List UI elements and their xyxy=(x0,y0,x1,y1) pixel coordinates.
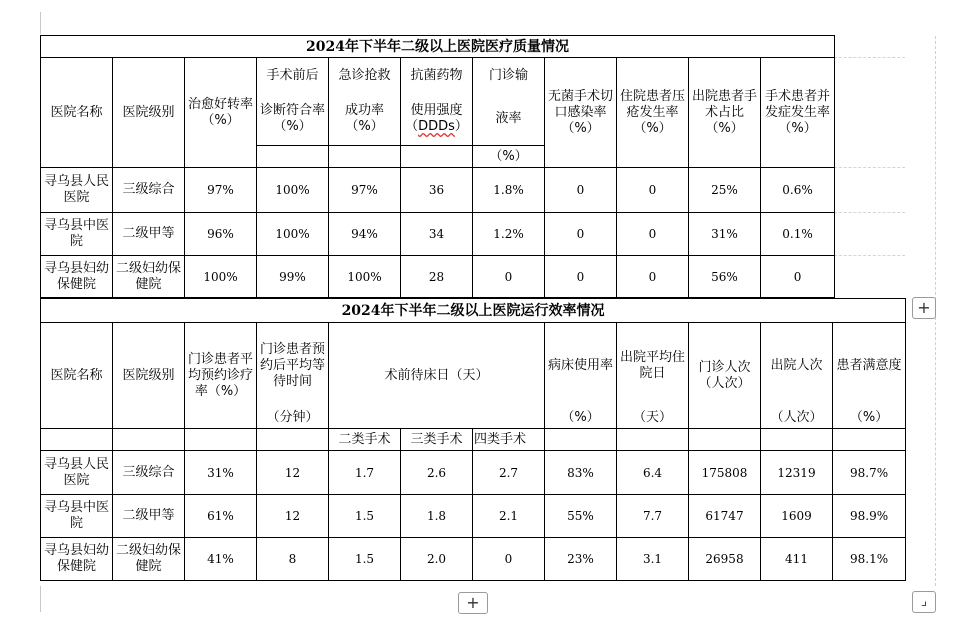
header-pressure-ulcer[interactable] xyxy=(617,58,689,168)
table-row xyxy=(41,538,906,581)
header-hospital-name[interactable]: 医院名称 xyxy=(41,323,113,429)
header-hospital-level[interactable]: 医院级别 xyxy=(113,323,185,429)
gridline xyxy=(834,212,905,213)
empty-cell[interactable] xyxy=(545,429,617,451)
empty-cell[interactable] xyxy=(257,146,329,168)
complication-value[interactable]: 0.6% xyxy=(761,168,835,213)
bed-usage-value[interactable]: 83% xyxy=(545,451,617,495)
outpatient-visits-value[interactable]: 175808 xyxy=(689,451,761,495)
wait-time-value[interactable]: 8 xyxy=(257,538,329,581)
table-resize-handle[interactable]: ⌟ xyxy=(912,591,936,613)
infection-value[interactable]: 0 xyxy=(545,256,617,298)
antibiotic-value[interactable]: 34 xyxy=(401,213,473,256)
class3-bed-days-value[interactable]: 1.8 xyxy=(401,495,473,538)
infection-value[interactable]: 0 xyxy=(545,213,617,256)
gridline xyxy=(834,255,905,256)
discharge-value[interactable]: 1609 xyxy=(761,495,833,538)
empty-cell[interactable] xyxy=(689,429,761,451)
pressure-ulcer-value[interactable]: 0 xyxy=(617,168,689,213)
header-hospital-name[interactable]: 医院名称 xyxy=(41,58,113,168)
header-wait-time-unit[interactable]: （分钟） xyxy=(257,409,329,429)
hospital-name[interactable]: 寻乌县中医院 xyxy=(41,213,113,256)
hospital-name[interactable]: 寻乌县人民医院 xyxy=(41,168,113,213)
header-hospital-level[interactable]: 医院级别 xyxy=(113,58,185,168)
discharge-value[interactable]: 411 xyxy=(761,538,833,581)
table-row xyxy=(41,256,835,298)
header-wait-time[interactable]: 门诊患者预约后平均等待时间 xyxy=(257,323,329,409)
surgery-ratio-value[interactable]: 31% xyxy=(689,213,761,256)
satisfaction-value[interactable]: 98.7% xyxy=(833,451,906,495)
class2-bed-days-value[interactable]: 1.5 xyxy=(329,495,401,538)
header-surgery-diagnosis[interactable]: 手术前后 xyxy=(257,58,329,94)
header-antibiotic-intensity[interactable] xyxy=(401,94,473,146)
header-infection-rate[interactable]: 无菌手术切口感染率（%） xyxy=(545,58,617,168)
surgery-diagnosis-value[interactable]: 100% xyxy=(257,213,329,256)
class4-bed-days-value[interactable]: 2.7 xyxy=(473,451,545,495)
bed-usage-value[interactable]: 55% xyxy=(545,495,617,538)
antibiotic-value[interactable]: 36 xyxy=(401,168,473,213)
appointment-rate-value[interactable]: 31% xyxy=(185,451,257,495)
header-bed-usage[interactable]: 病床使用率 xyxy=(545,323,617,409)
rescue-rate-value[interactable]: 94% xyxy=(329,213,401,256)
efficiency-table-title[interactable]: 2024年下半年二级以上医院运行效率情况 xyxy=(41,299,906,323)
header-avg-stay[interactable]: 出院平均住院日 xyxy=(617,323,689,409)
header-appointment-rate[interactable]: 门诊患者平均预约诊疗率（%） xyxy=(185,323,257,429)
hospital-level[interactable]: 三级综合 xyxy=(113,451,185,495)
hospital-level[interactable]: 二级妇幼保健院 xyxy=(113,256,185,298)
quality-table-title[interactable]: 2024年下半年二级以上医院医疗质量情况 xyxy=(41,36,835,58)
wait-time-value[interactable]: 12 xyxy=(257,495,329,538)
empty-cell[interactable] xyxy=(41,429,113,451)
satisfaction-value[interactable]: 98.1% xyxy=(833,538,906,581)
outpatient-visits-value[interactable]: 26958 xyxy=(689,538,761,581)
paren-close: ） xyxy=(454,119,468,135)
satisfaction-value[interactable]: 98.9% xyxy=(833,495,906,538)
discharge-value[interactable]: 12319 xyxy=(761,451,833,495)
pressure-ulcer-value[interactable]: 0 xyxy=(617,213,689,256)
class2-bed-days-value[interactable]: 1.7 xyxy=(329,451,401,495)
efficiency-table[interactable] xyxy=(40,298,906,581)
hospital-name[interactable]: 寻乌县妇幼保健院 xyxy=(41,256,113,298)
wait-time-value[interactable]: 12 xyxy=(257,451,329,495)
avg-stay-value[interactable]: 6.4 xyxy=(617,451,689,495)
infusion-value[interactable]: 1.8% xyxy=(473,168,545,213)
class3-bed-days-value[interactable]: 2.6 xyxy=(401,451,473,495)
header-rescue[interactable]: 急诊抢救 xyxy=(329,58,401,94)
avg-stay-value[interactable]: 7.7 xyxy=(617,495,689,538)
cure-rate-value[interactable]: 97% xyxy=(185,168,257,213)
quality-table[interactable] xyxy=(40,35,835,298)
page-margin-corner xyxy=(40,586,42,612)
class4-bed-days-value[interactable]: 0 xyxy=(473,538,545,581)
header-avg-stay-unit[interactable]: （天） xyxy=(617,409,689,429)
empty-cell[interactable] xyxy=(185,429,257,451)
empty-cell[interactable] xyxy=(833,429,906,451)
empty-cell[interactable] xyxy=(329,146,401,168)
surgery-ratio-value[interactable]: 25% xyxy=(689,168,761,213)
header-class4-surgery[interactable]: 四类手术 xyxy=(473,429,545,451)
hospital-level[interactable]: 二级甲等 xyxy=(113,495,185,538)
surgery-ratio-value[interactable]: 56% xyxy=(689,256,761,298)
add-column-button[interactable]: + xyxy=(912,297,936,319)
header-outpatient-visits[interactable]: 门诊人次（人次） xyxy=(689,323,761,429)
header-pressure-ulcer-line2: 疮发生率（%） xyxy=(626,104,679,136)
header-complication-rate[interactable]: 手术患者并发症发生率（%） xyxy=(761,58,835,168)
class2-bed-days-value[interactable]: 1.5 xyxy=(329,538,401,581)
cure-rate-value[interactable]: 100% xyxy=(185,256,257,298)
header-antibiotic[interactable]: 抗菌药物 xyxy=(401,58,473,94)
rescue-rate-value[interactable]: 97% xyxy=(329,168,401,213)
table-row xyxy=(41,451,906,495)
header-bed-usage-unit[interactable]: （%） xyxy=(545,409,617,429)
avg-stay-value[interactable]: 3.1 xyxy=(617,538,689,581)
outpatient-visits-value[interactable]: 61747 xyxy=(689,495,761,538)
empty-cell[interactable] xyxy=(401,146,473,168)
header-infusion-rate[interactable]: 液率 xyxy=(473,94,545,146)
header-discharge-unit[interactable]: （人次） xyxy=(761,409,833,429)
pressure-ulcer-value[interactable]: 0 xyxy=(617,256,689,298)
header-infusion[interactable]: 门诊输 xyxy=(473,58,545,94)
infusion-value[interactable]: 1.2% xyxy=(473,213,545,256)
surgery-diagnosis-value[interactable]: 100% xyxy=(257,168,329,213)
header-satisfaction[interactable]: 患者满意度 xyxy=(833,323,906,409)
header-preop-bed-days[interactable]: 术前待床日（天） xyxy=(329,323,545,429)
infusion-value[interactable]: 0 xyxy=(473,256,545,298)
header-infusion-unit[interactable]: （%） xyxy=(473,146,545,168)
complication-value[interactable]: 0 xyxy=(761,256,835,298)
cure-rate-value[interactable]: 96% xyxy=(185,213,257,256)
header-surgery-ratio[interactable]: 出院患者手术占比（%） xyxy=(689,58,761,168)
class3-bed-days-value[interactable]: 2.0 xyxy=(401,538,473,581)
add-row-button[interactable]: + xyxy=(458,592,488,614)
rescue-rate-value[interactable]: 100% xyxy=(329,256,401,298)
empty-cell[interactable] xyxy=(257,429,329,451)
header-antibiotic-unit-line xyxy=(402,119,471,135)
empty-cell[interactable] xyxy=(617,429,689,451)
header-class2-surgery[interactable]: 二类手术 xyxy=(329,429,401,451)
header-discharge[interactable]: 出院人次 xyxy=(761,323,833,409)
surgery-diagnosis-value[interactable]: 99% xyxy=(257,256,329,298)
class4-bed-days-value[interactable]: 2.1 xyxy=(473,495,545,538)
table-row xyxy=(41,168,835,213)
hospital-level[interactable]: 二级甲等 xyxy=(113,213,185,256)
page-margin-corner xyxy=(40,12,42,34)
appointment-rate-value[interactable]: 61% xyxy=(185,495,257,538)
bed-usage-value[interactable]: 23% xyxy=(545,538,617,581)
hospital-level[interactable]: 二级妇幼保健院 xyxy=(113,538,185,581)
header-antibiotic-line2: 使用强度 xyxy=(410,103,463,119)
hospital-name[interactable]: 寻乌县人民医院 xyxy=(41,451,113,495)
header-surgery-diagnosis-rate[interactable]: 诊断符合率（%） xyxy=(257,94,329,146)
header-rescue-rate[interactable]: 成功率（%） xyxy=(329,94,401,146)
table-row xyxy=(41,213,835,256)
paren-open: （ xyxy=(405,119,419,135)
antibiotic-value[interactable]: 28 xyxy=(401,256,473,298)
gridline xyxy=(834,57,905,58)
hospital-name[interactable]: 寻乌县中医院 xyxy=(41,495,113,538)
header-satisfaction-unit[interactable]: （%） xyxy=(833,409,906,429)
empty-cell[interactable] xyxy=(113,429,185,451)
hospital-name[interactable]: 寻乌县妇幼保健院 xyxy=(41,538,113,581)
empty-cell[interactable] xyxy=(761,429,833,451)
gridline xyxy=(834,167,905,168)
complication-value[interactable]: 0.1% xyxy=(761,213,835,256)
header-cure-rate[interactable]: 治愈好转率（%） xyxy=(185,58,257,168)
appointment-rate-value[interactable]: 41% xyxy=(185,538,257,581)
ddds-unit: DDDs xyxy=(418,119,455,135)
table-row xyxy=(41,495,906,538)
header-class3-surgery[interactable]: 三类手术 xyxy=(401,429,473,451)
header-pressure-ulcer-line1: 住院患者压 xyxy=(619,88,685,104)
infection-value[interactable]: 0 xyxy=(545,168,617,213)
hospital-level[interactable]: 三级综合 xyxy=(113,168,185,213)
